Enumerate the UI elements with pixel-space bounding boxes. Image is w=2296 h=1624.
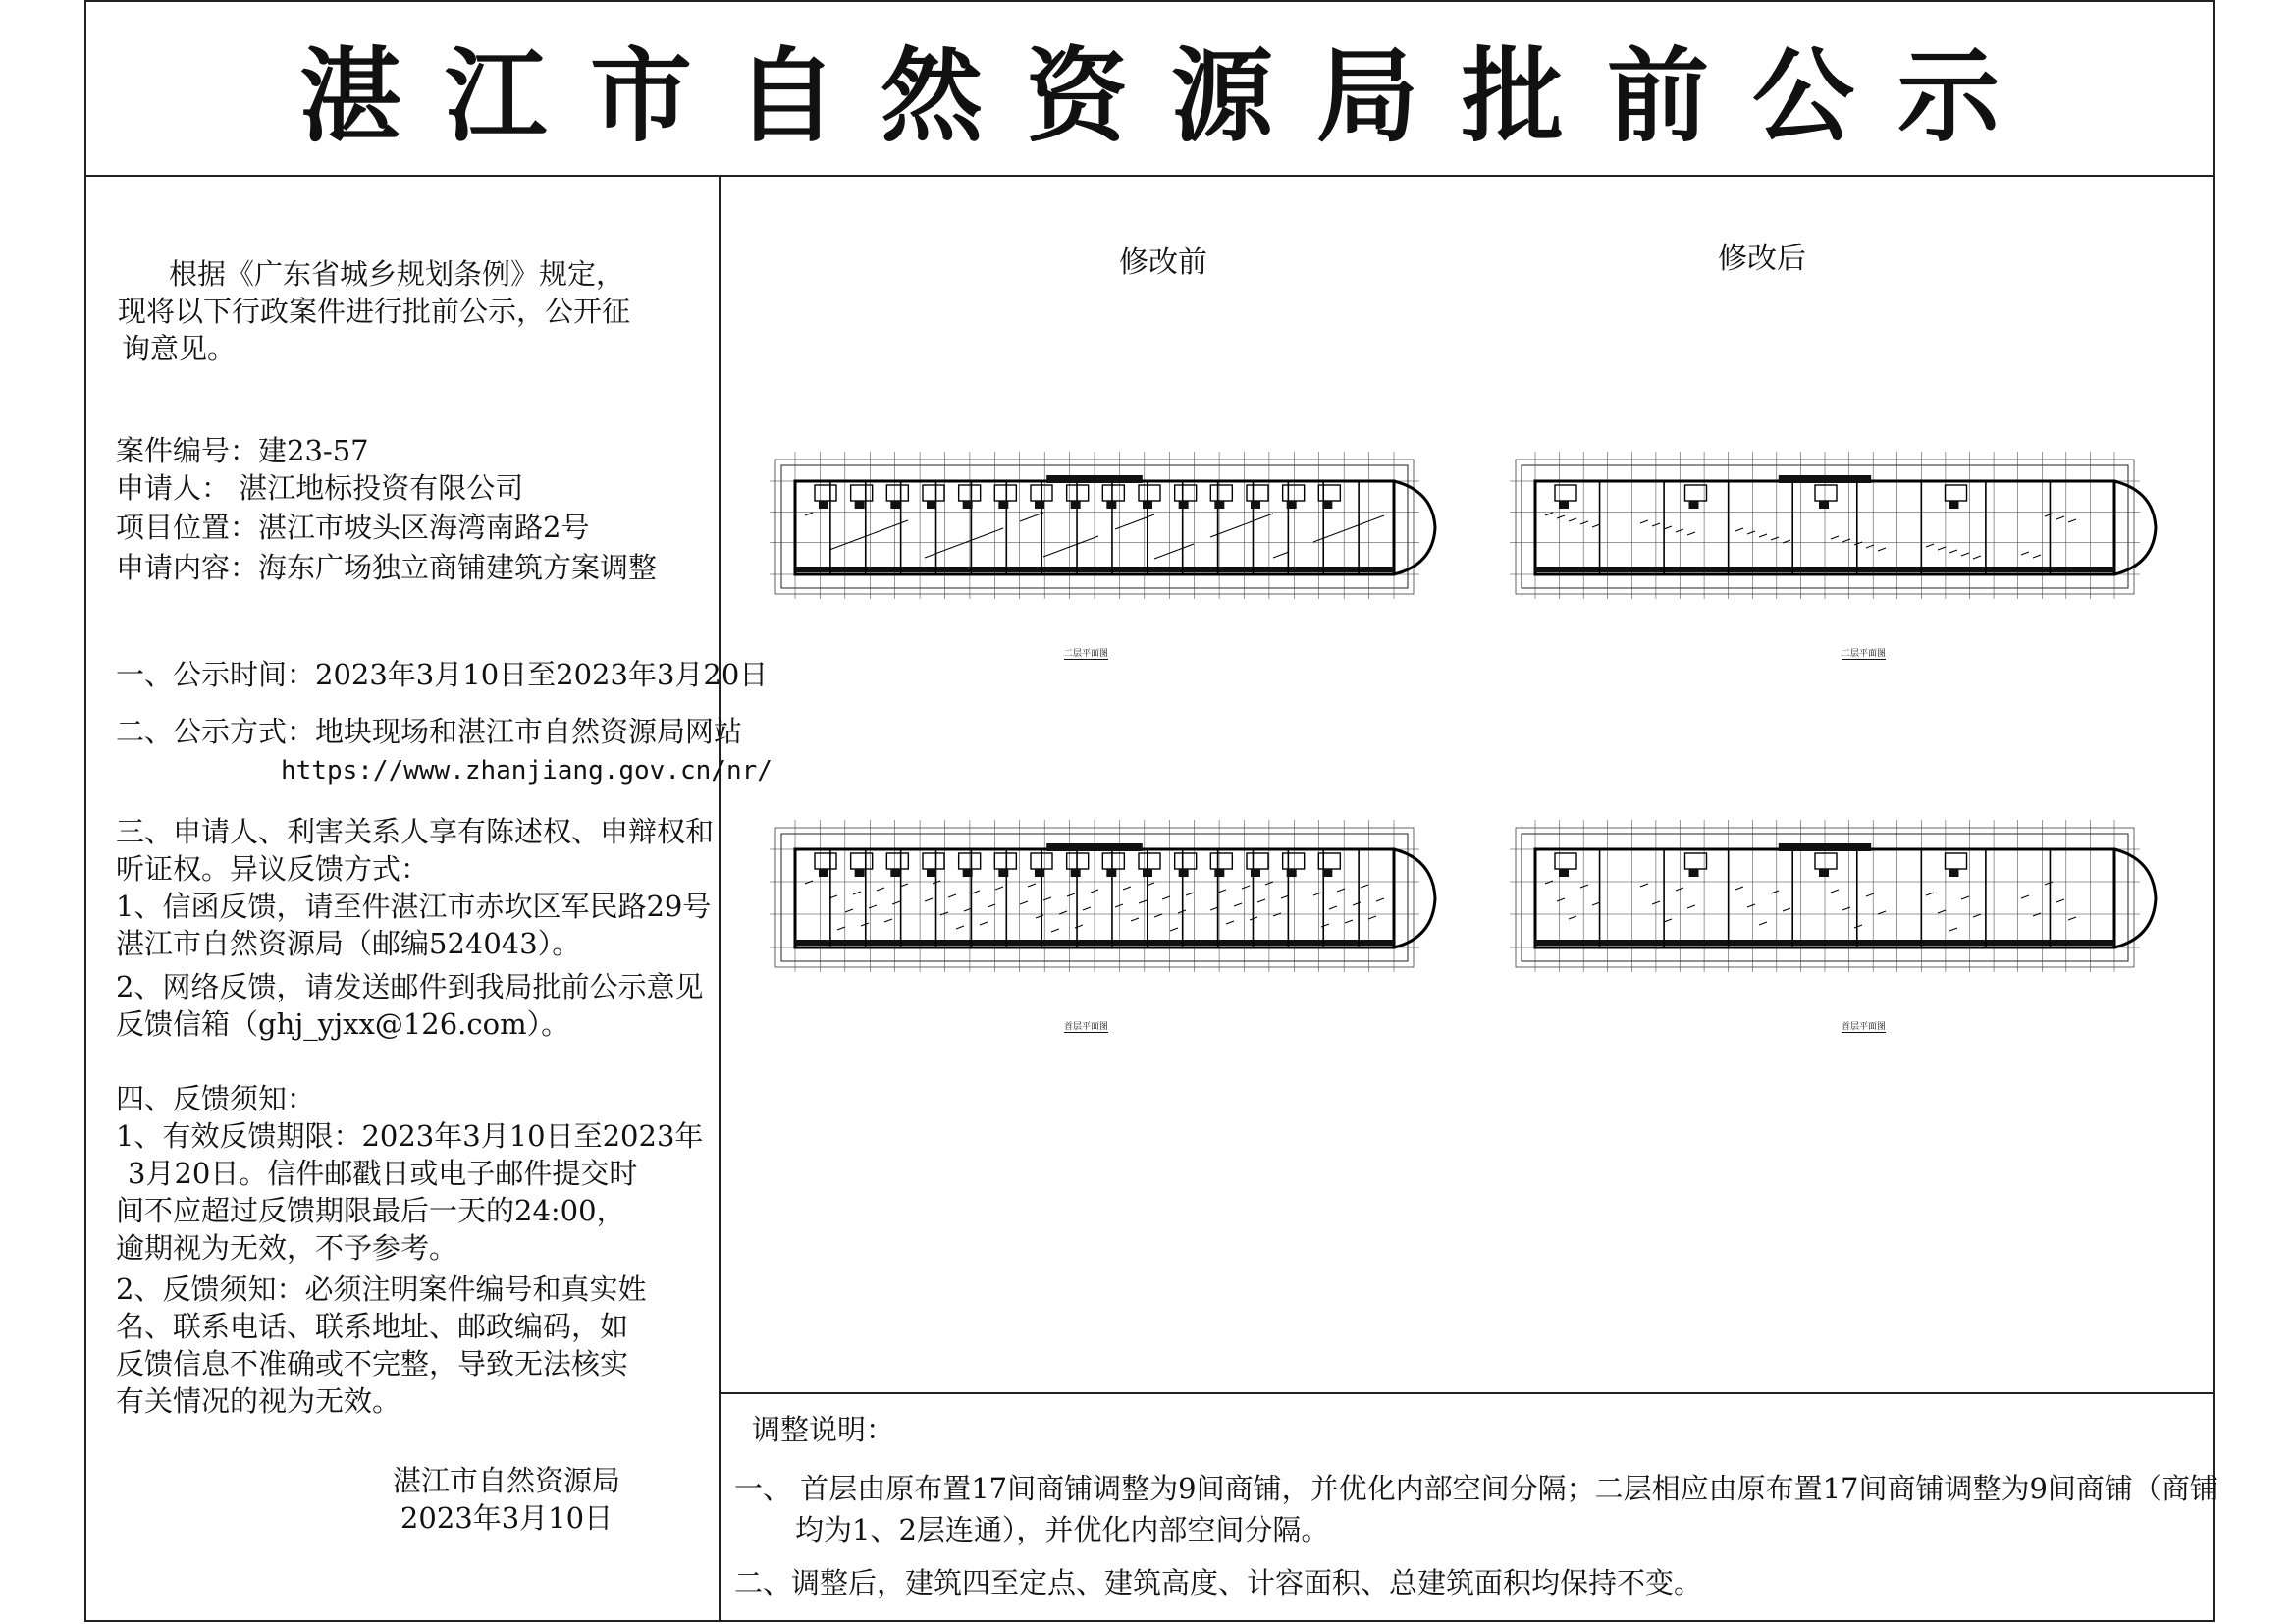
rights-line: 三、申请人、利害关系人享有陈述权、申辩权和 (116, 815, 715, 848)
case-content: 申请内容：海东广场独立商铺建筑方案调整 (116, 551, 658, 584)
plan-caption: 首层平面图 (1842, 1022, 1887, 1032)
after-heading: 修改后 (1718, 242, 1806, 276)
feedback-line: 逾期视为无效，不予参考。 (116, 1231, 458, 1265)
title-bar (84, 0, 2215, 177)
floor-plan-1f-before (766, 820, 1453, 972)
before-heading: 修改前 (1119, 245, 1207, 280)
feedback-line: 间不应超过反馈期限最后一天的24:00， (116, 1194, 625, 1227)
page-title: 湛江市自然资源局批前公示 (298, 36, 2043, 156)
adjust-item-1: 一、 首层由原布置17间商铺调整为9间商铺，并优化内部空间分隔；二层相应由原布置17间商铺调整为9间商铺（商铺 (734, 1472, 2218, 1505)
adjust-item-1-cont: 均为1、2层连通），并优化内部空间分隔。 (795, 1513, 1330, 1546)
rights-line: 听证权。异议反馈方式： (116, 852, 430, 886)
floor-plan-1f-after (1506, 820, 2173, 972)
rights-line: 1、信函反馈，请至件湛江市赤坎区军民路29号 (116, 890, 712, 923)
floor-plan-2f-before (766, 452, 1453, 599)
signature-date: 2023年3月10日 (400, 1501, 614, 1535)
intro-line: 根据《广东省城乡规划条例》规定， (169, 257, 625, 291)
rights-line: 反馈信箱（ghj_yjxx@126.com）。 (116, 1007, 570, 1041)
case-number: 案件编号：建23-57 (116, 434, 369, 467)
plan-caption: 二层平面图 (1842, 649, 1887, 659)
feedback-line: 四、反馈须知： (116, 1082, 316, 1115)
rights-line: 湛江市自然资源局（邮编524043）。 (116, 927, 581, 960)
floor-plan-2f-after (1506, 452, 2173, 599)
plans-panel (721, 177, 2215, 1394)
plan-caption: 首层平面图 (1064, 1022, 1109, 1032)
feedback-line: 2、反馈须知：必须注明案件编号和真实姓 (116, 1272, 647, 1306)
adjustment-notes (721, 1394, 2218, 1622)
feedback-line: 1、有效反馈期限：2023年3月10日至2023年 (116, 1119, 704, 1153)
adjust-heading: 调整说明： (752, 1413, 895, 1446)
intro-line: 询意见。 (122, 332, 237, 365)
left-info-column (84, 177, 773, 1622)
feedback-line: 反馈信息不准确或不完整，导致无法核实 (116, 1347, 629, 1380)
intro-line: 现将以下行政案件进行批前公示，公开征 (118, 295, 631, 328)
adjust-item-2: 二、调整后，建筑四至定点、建筑高度、计容面积、总建筑面积均保持不变。 (734, 1566, 1703, 1599)
notice-time: 一、公示时间：2023年3月10日至2023年3月20日 (116, 658, 769, 691)
case-applicant: 申请人： 湛江地标投资有限公司 (116, 471, 524, 505)
plan-caption: 二层平面图 (1064, 649, 1109, 659)
feedback-line: 3月20日。信件邮戳日或电子邮件提交时 (128, 1157, 638, 1190)
feedback-line: 名、联系电话、联系地址、邮政编码，如 (116, 1310, 629, 1343)
case-location: 项目位置：湛江市坡头区海湾南路2号 (116, 511, 590, 544)
rights-line: 2、网络反馈，请发送邮件到我局批前公示意见 (116, 970, 704, 1003)
signature-org: 湛江市自然资源局 (392, 1464, 620, 1497)
notice-method: 二、公示方式：地块现场和湛江市自然资源局网站 (116, 715, 743, 748)
notice-url[interactable]: https://www.zhanjiang.gov.cn/nr/ (281, 756, 773, 785)
feedback-line: 有关情况的视为无效。 (116, 1384, 401, 1418)
